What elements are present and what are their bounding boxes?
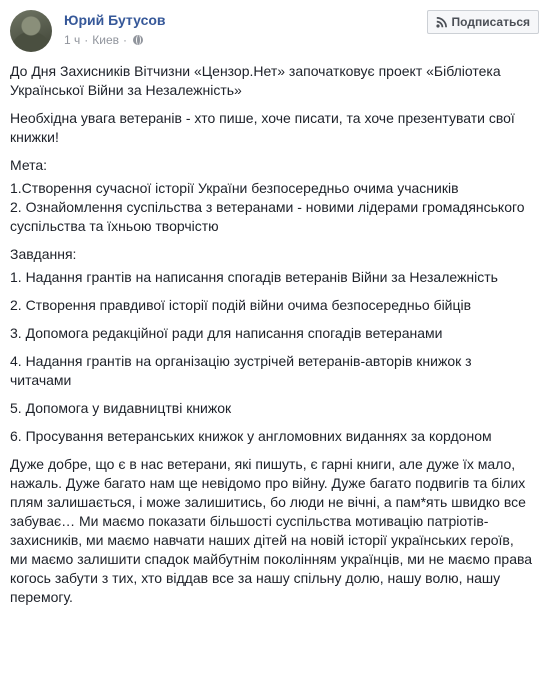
subscribe-button[interactable] <box>427 10 539 34</box>
post-paragraph: 1.Створення сучасної історії України безпосередньо очима учасників 2. Ознайомлення суспільства з ветеранами - новими лідерами громадянського суспільства та їхньою творчістю <box>10 180 525 234</box>
meta-separator: · <box>123 33 128 47</box>
post-paragraph: Необхідна увага ветеранів - хто пише, хоче писати, та хоче презентувати свої книжки! <box>10 110 515 145</box>
post-paragraph: До Дня Захисників Вітчизни «Цензор.Нет» започатковує проект «Бібліотека Української Війни за Незалежність» <box>10 63 501 98</box>
post-header <box>10 10 539 56</box>
post-paragraph: 4. Надання грантів на організацію зустрічей ветеранів-авторів книжок з читачами <box>10 353 472 388</box>
avatar[interactable] <box>10 10 52 52</box>
post-paragraph: Дуже добре, що є в нас ветерани, які пишуть, є гарні книги, але дуже їх мало, нажаль. Дуже багато нам ще невідомо про війну. Дуже багато подвигів та білих плям залишається, і може залишитись, бо люди не вічні, а пам*ять швидко все забуває… Ми маємо показати більшості суспільства мотивацію патріотів-захисників, ми маємо навчати наших дітей на новій історії українських героїв, ми маємо залишити спадок майбутнім поколінням українців, ми не маємо права когось забути з тих, хто віддав все за нашу спільну долю, нашу волю, нашу перемогу. <box>10 456 533 605</box>
post-paragraph: 5. Допомога у видавництві книжок <box>10 400 232 416</box>
globe-icon[interactable] <box>133 35 143 45</box>
author-name-link[interactable]: Юрий Бутусов <box>64 12 166 28</box>
post-paragraph: 1. Надання грантів на написання спогадів ветеранів Війни за Незалежність <box>10 269 498 285</box>
post-paragraph: 3. Допомога редакційної ради для написання спогадів ветеранами <box>10 325 443 341</box>
post-body <box>10 62 535 616</box>
post-paragraph: Завдання: <box>10 246 77 262</box>
post-meta <box>64 33 143 47</box>
post-timestamp[interactable]: 1 ч <box>64 33 81 47</box>
post-paragraph: 2. Створення правдивої історії подій війни очима безпосередньо бійців <box>10 297 472 313</box>
post-location[interactable]: Киев <box>92 33 120 47</box>
subscribe-label: Подписаться <box>451 15 530 29</box>
post-paragraph: 6. Просування ветеранських книжок у англомовних виданнях за кордоном <box>10 428 492 444</box>
post-paragraph: Мета: <box>10 157 48 173</box>
meta-separator: · <box>84 33 89 47</box>
rss-icon <box>436 17 447 28</box>
